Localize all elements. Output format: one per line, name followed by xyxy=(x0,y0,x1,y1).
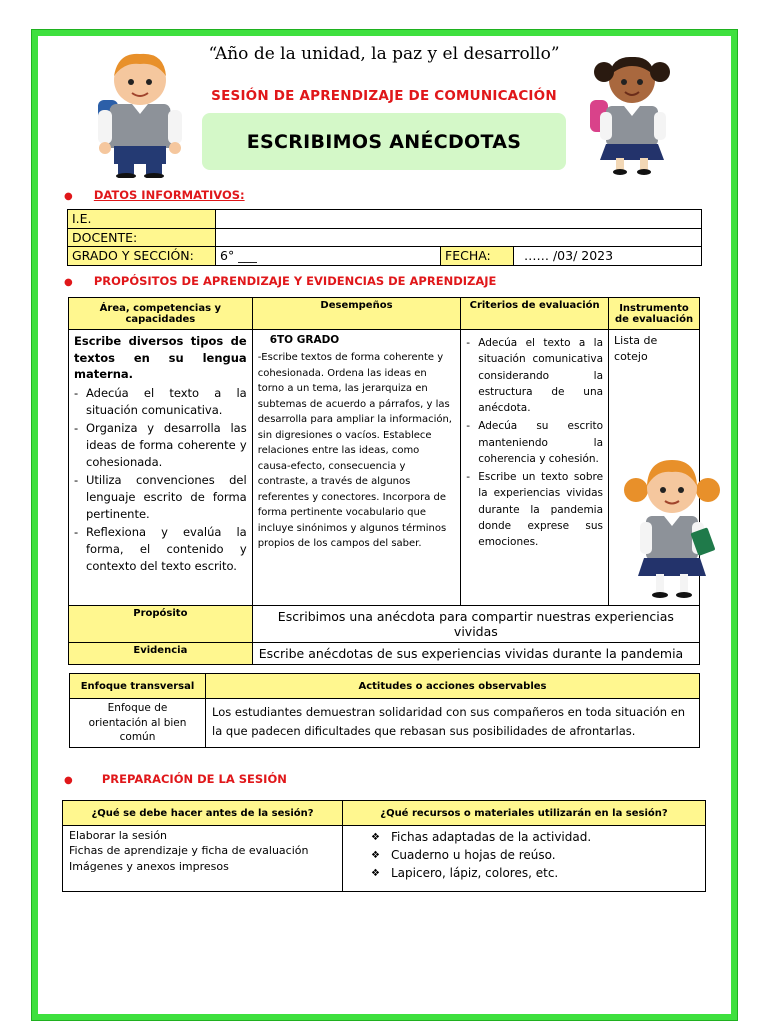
capacidad-item: - Utiliza convenciones del lenguaje escrito de forma pertinente. xyxy=(74,472,247,522)
recursos-cell xyxy=(343,826,706,892)
prep-col2: ¿Qué recursos o materiales utilizarán en la sesión? xyxy=(343,801,706,826)
propositos-table xyxy=(68,297,700,665)
preparacion-heading: PREPARACIÓN DE LA SESIÓN xyxy=(101,772,287,786)
propositos-heading-row xyxy=(64,270,496,289)
boy-illustration xyxy=(88,48,192,178)
recurso-item: ❖ Fichas adaptadas de la actividad. xyxy=(371,828,701,846)
capacidades-list xyxy=(74,385,247,574)
ie-value xyxy=(216,210,702,229)
col-criterios: Criterios de evaluación xyxy=(461,298,609,330)
capacidad-item: - Reflexiona y evalúa la forma, el contenido y contexto del texto escrito. xyxy=(74,524,247,574)
antes-cell xyxy=(63,826,343,892)
col-instrumento: Instrumento de evaluación xyxy=(609,298,700,330)
recurso-item: ❖ Cuaderno u hojas de reúso. xyxy=(371,846,701,864)
evidencia-label: Evidencia xyxy=(69,643,253,665)
fecha-label: FECHA: xyxy=(441,247,514,266)
grado-label-6to: 6TO GRADO xyxy=(269,334,340,346)
datos-heading: DATOS INFORMATIVOS: xyxy=(93,188,245,202)
bullet-icon: ● xyxy=(64,775,73,786)
evidencia-value: Escribe anécdotas de sus experiencias vividas durante la pandemia xyxy=(252,643,699,665)
antes-item: Imágenes y anexos impresos xyxy=(69,859,229,873)
recurso-item: ❖ Lapicero, lápiz, colores, etc. xyxy=(371,864,701,882)
instrumento-value: Lista de cotejo xyxy=(614,334,658,363)
antes-item: Fichas de aprendizaje y ficha de evaluación xyxy=(69,844,309,858)
page-title: ESCRIBIMOS ANÉCDOTAS xyxy=(246,130,522,153)
proposito-value: Escribimos una anécdota para compartir nuestras experiencias vividas xyxy=(252,606,699,643)
col-area: Área, competencias y capacidades xyxy=(69,298,253,330)
capacidad-item: - Adecúa el texto a la situación comunicativa. xyxy=(74,385,247,418)
preparacion-table xyxy=(62,800,706,892)
docente-label: DOCENTE: xyxy=(68,228,216,247)
antes-item: Elaborar la sesión xyxy=(69,829,168,842)
criterio-item: - Escribe un texto sobre la experiencias vividas durante la pandemia donde exprese sus emociones. xyxy=(466,469,603,550)
enfoque-name: Enfoque de orientación al bien común xyxy=(70,699,206,748)
criterios-cell xyxy=(461,330,609,606)
proposito-label: Propósito xyxy=(69,606,253,643)
ie-label: I.E. xyxy=(68,210,216,229)
area-cell xyxy=(69,330,253,606)
bullet-icon: ● xyxy=(64,191,73,202)
prep-col1: ¿Qué se debe hacer antes de la sesión? xyxy=(63,801,343,826)
criterio-item: - Adecúa su escrito manteniendo la coherencia y cohesión. xyxy=(466,418,603,467)
enfoque-col2: Actitudes o acciones observables xyxy=(206,674,700,699)
desempeno-cell xyxy=(252,330,461,606)
session-type: SESIÓN DE APRENDIZAJE DE COMUNICACIÓN xyxy=(211,88,557,104)
bullet-icon: ● xyxy=(64,277,73,288)
datos-heading-row xyxy=(64,184,245,203)
competencia: Escribe diversos tipos de textos en su lengua materna. xyxy=(74,334,247,382)
girl-backpack-illustration xyxy=(588,52,678,176)
criterios-list xyxy=(466,335,603,550)
col-desempenos: Desempeños xyxy=(252,298,461,330)
datos-table xyxy=(67,209,702,266)
criterio-item: - Adecúa el texto a la situación comunicativa considerando la estructura de una anécdota. xyxy=(466,335,603,416)
fecha-value: …… /03/ 2023 xyxy=(514,247,702,266)
motto: “Año de la unidad, la paz y el desarrollo” xyxy=(208,44,560,64)
title-box xyxy=(202,113,566,170)
desempeno-text: -Escribe textos de forma coherente y cohesionada. Ordena las ideas en torno a un tema, las jerarquiza en subtemas de acuerdo a párrafos, y las desarrolla para ampliar la información, sin digresiones o vacíos. Establece relaciones entre las ideas, como causa-efecto, consecuencia y contraste, a través de algunos referentes y conectores. Incorpora de forma pertinente vocabulario que incluye sinónimos y algunos términos propios de los campos del saber. xyxy=(257,352,452,550)
grado-value: 6° ___ xyxy=(216,247,441,266)
preparacion-heading-row xyxy=(64,768,287,787)
girl-book-illustration xyxy=(622,450,722,602)
recursos-list xyxy=(347,828,701,882)
capacidad-item: - Organiza y desarrolla las ideas de forma coherente y cohesionada. xyxy=(74,420,247,470)
propositos-heading: PROPÓSITOS DE APRENDIZAJE Y EVIDENCIAS DE APRENDIZAJE xyxy=(93,274,497,288)
enfoque-table xyxy=(69,673,700,748)
enfoque-description: Los estudiantes demuestran solidaridad con sus compañeros en toda situación en la que padecen dificultades que rebasan sus posibilidades de afrontarlas. xyxy=(206,699,700,748)
enfoque-col1: Enfoque transversal xyxy=(70,674,206,699)
docente-value xyxy=(216,228,702,247)
grado-label: GRADO Y SECCIÓN: xyxy=(68,247,216,266)
